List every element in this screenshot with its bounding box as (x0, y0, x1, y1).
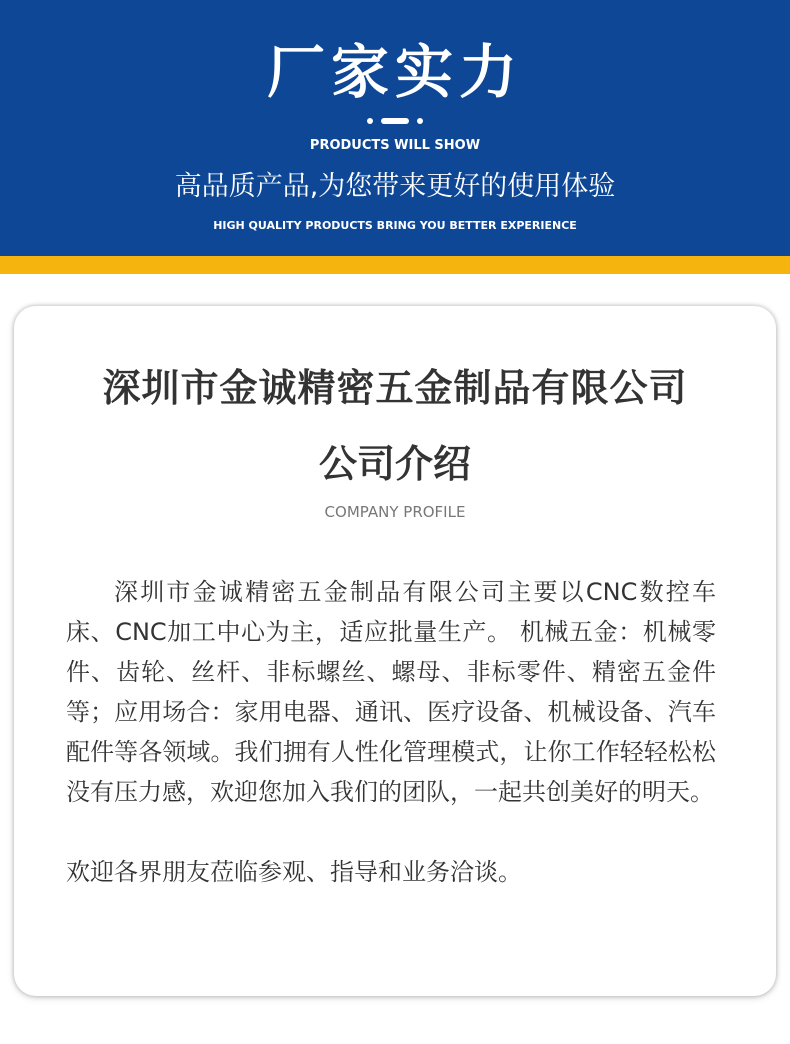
banner-subtitle-en: PRODUCTS WILL SHOW (309, 138, 481, 153)
company-name: 深圳市金诚精密五金制品有限公司 (102, 366, 688, 410)
section-title: 公司介绍 (318, 442, 471, 486)
welcome-paragraph: 欢迎各界朋友莅临参观、指导和业务洽谈。 (66, 858, 522, 886)
header-banner (0, 0, 790, 256)
dot-left (367, 118, 373, 124)
section-title-en: COMPANY PROFILE (324, 503, 466, 521)
banner-title: 厂家实力 (266, 38, 523, 106)
decorative-dots (367, 118, 423, 124)
banner-slogan-en: HIGH QUALITY PRODUCTS BRING YOU BETTER EXPERIENCE (213, 219, 577, 232)
company-intro-paragraph: 深圳市金诚精密五金制品有限公司主要以CNC数控车床、CNC加工中心为主，适应批量生产。 机械五金：机械零件、齿轮、丝杆、非标螺丝、螺母、非标零件、精密五金件等；应用场合：家用电器、通讯、医疗设备、机械设备、汽车配件等各领域。我们拥有人性化管理模式，让你工作轻轻松松没有压力感，欢迎您加入我们的团队，一起共创美好的明天。 (66, 578, 716, 806)
company-profile-card (14, 306, 776, 996)
dash-middle (381, 118, 409, 124)
banner-slogan: 高品质产品,为您带来更好的使用体验 (174, 171, 616, 202)
dot-right (417, 118, 423, 124)
accent-strip (0, 256, 790, 274)
